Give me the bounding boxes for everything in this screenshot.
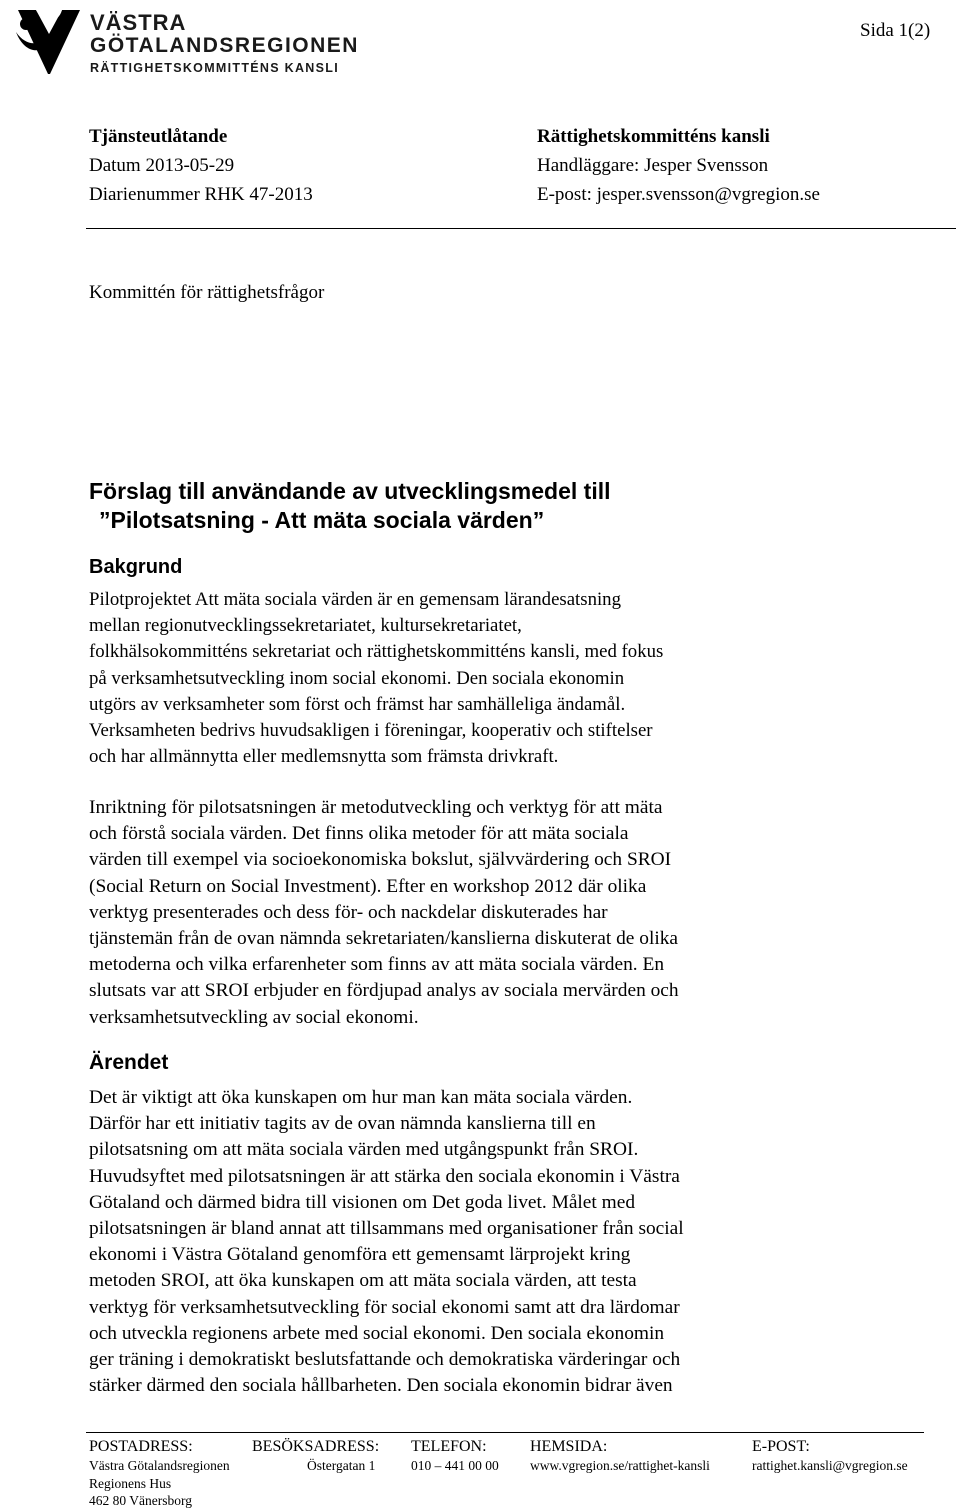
header-divider (86, 228, 956, 229)
footer-label: POSTADRESS: (89, 1438, 193, 1455)
recipient: Kommittén för rättighetsfrågor (89, 282, 325, 303)
text-line: tjänstemän från de ovan nämnda sekretariaten/kanslierna diskuterat de olika (89, 928, 679, 950)
document-meta-left (89, 122, 313, 209)
footer-value: 010 – 441 00 00 (411, 1458, 499, 1473)
title-line-2: ”Pilotsatsning - Att mäta sociala värden” (99, 507, 545, 533)
footer-value: Regionens Hus (89, 1475, 172, 1491)
text-line: Det är viktigt att öka kunskapen om hur man kan mäta sociala värden. (89, 1087, 633, 1108)
text-line: värden till exempel via socioekonomiska bokslut, självvärdering och SROI (89, 849, 672, 871)
text-line: och förstå sociala värden. Det finns olika metoder för att mäta sociala (89, 823, 629, 845)
page-number: Sida 1(2) (860, 20, 931, 41)
text-line: ger träning i demokratiskt beslutsfattande och demokratiska värderingar och (89, 1349, 681, 1371)
footer-value: 462 80 Vänersborg (89, 1493, 192, 1508)
document-title (89, 477, 611, 535)
footer-value[interactable]: rattighet.kansli@vgregion.se (752, 1458, 908, 1473)
text-line: (Social Return on Social Investment). Efter en workshop 2012 där olika (89, 875, 647, 897)
footer-divider (86, 1432, 924, 1433)
footer-label: BESÖKSADRESS: (252, 1438, 380, 1455)
paragraph-background-2 (89, 795, 949, 1031)
document-date: Datum 2013-05-29 (89, 155, 235, 176)
text-line: utgörs av verksamheter som först och främst har samhälleliga ändamål. (89, 693, 626, 715)
text-line: verksamhetsutveckling av social ekonomi. (89, 1006, 419, 1028)
footer-phone (411, 1437, 499, 1475)
text-line: verktyg presenterades och dess för- och nackdelar diskuterades har (89, 901, 608, 923)
text-line: stärker därmed den sociala hållbarheten. Den sociala ekonomin bidrar även (89, 1375, 673, 1397)
text-line: folkhälsokommitténs sekretariat och rättighetskommitténs kansli, med fokus (89, 641, 664, 663)
title-line-1: Förslag till användande av utvecklingsmedel till (89, 478, 611, 504)
logo-line-3: RÄTTIGHETSKOMMITTÉNS KANSLI (90, 61, 339, 75)
text-line: och utveckla regionens arbete med social ekonomi. Den sociala ekonomin (89, 1322, 665, 1344)
sender-organization: Rättighetskommitténs kansli (537, 126, 770, 147)
paragraph-background-1 (89, 587, 949, 770)
registration-number: Diarienummer RHK 47-2013 (89, 184, 313, 205)
handler-email: E-post: jesper.svensson@vgregion.se (537, 184, 820, 205)
heading-matter: Ärendet (89, 1051, 169, 1074)
paragraph-matter (89, 1085, 949, 1399)
text-line: metoden SROI, att öka kunskapen om att mäta sociala värden, att testa (89, 1270, 637, 1292)
text-line: metoderna och vilka erfarenheter som finns av att mäta sociala värden. En (89, 954, 665, 976)
text-line: Götaland och därmed bidra till visionen om Det goda livet. Målet med (89, 1191, 636, 1213)
text-line: Verksamheten bedrivs huvudsakligen i föreningar, kooperativ och stiftelser (89, 720, 653, 742)
vgr-emblem-icon (14, 4, 84, 78)
footer-label: TELEFON: (411, 1438, 487, 1455)
logo-line-1: VÄSTRA (90, 10, 187, 35)
text-line: och har allmännytta eller medlemsnytta som främsta drivkraft. (89, 746, 559, 768)
document-meta-right (537, 122, 820, 209)
text-line: slutsats var att SROI erbjuder en fördjupad analys av sociala mervärden och (89, 980, 679, 1002)
footer-value: Västra Götalandsregionen (89, 1458, 230, 1473)
footer-value[interactable]: www.vgregion.se/rattighet-kansli (530, 1458, 710, 1473)
footer-value: Östergatan 1 (307, 1458, 376, 1473)
text-line: ekonomi i Västra Götaland genomföra ett gemensamt lärprojekt kring (89, 1244, 631, 1266)
logo-line-2: GÖTALANDSREGIONEN (90, 34, 359, 57)
text-line: pilotsatsning om att mäta sociala värden med utgångspunkt från SROI. (89, 1139, 639, 1161)
document-type: Tjänsteutlåtande (89, 126, 228, 147)
text-line: verktyg för verksamhetsutveckling för social ekonomi samt att dra lärdomar (89, 1296, 680, 1318)
text-line: mellan regionutvecklingssekretariatet, kultursekretariatet, (89, 615, 522, 637)
organization-logo (14, 4, 374, 80)
text-line: Inriktning för pilotsatsningen är metodutveckling och verktyg för att mäta (89, 797, 663, 818)
footer-visit (252, 1437, 379, 1475)
footer-postal (89, 1437, 230, 1510)
footer-label: HEMSIDA: (530, 1438, 608, 1455)
footer-label: E-POST: (752, 1438, 810, 1455)
text-line: pilotsatsningen är bland annat att tillsammans med organisationer från social (89, 1218, 684, 1240)
case-handler: Handläggare: Jesper Svensson (537, 155, 769, 176)
text-line: Därför har ett initiativ tagits av de ovan nämnda kanslierna till en (89, 1113, 596, 1135)
footer-email (752, 1437, 908, 1475)
text-line: på verksamhetsutveckling inom social ekonomi. Den sociala ekonomin (89, 667, 625, 689)
text-line: Pilotprojektet Att mäta sociala värden är en gemensam lärandesatsning (89, 589, 621, 610)
footer-web (530, 1437, 710, 1475)
heading-background: Bakgrund (89, 556, 183, 578)
text-line: Huvudsyftet med pilotsatsningen är att stärka den sociala ekonomin i Västra (89, 1165, 680, 1187)
